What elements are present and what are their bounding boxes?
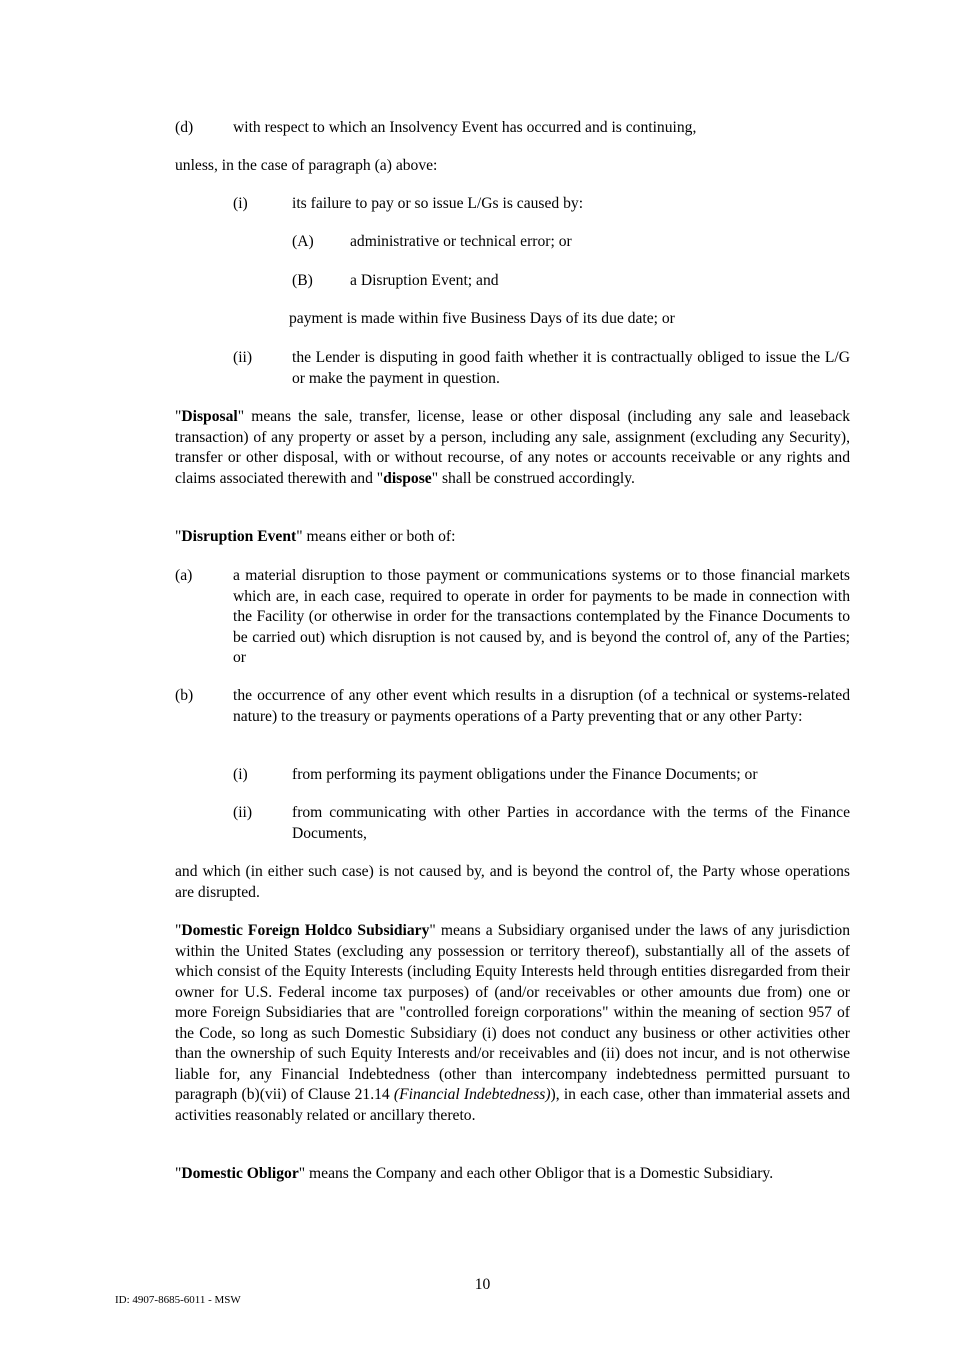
quote-mark: " bbox=[175, 528, 182, 545]
list-label: (a) bbox=[175, 567, 193, 584]
list-text: a Disruption Event; and bbox=[350, 272, 499, 289]
defined-term: Disruption Event bbox=[181, 528, 297, 545]
definition-disruption-event bbox=[175, 527, 850, 548]
list-text: the occurrence of any other event which results in a disruption (of a technical or systems-related nature) to the treasury or payments operations of a Party preventing that or any other Party: bbox=[233, 687, 850, 725]
definition-text: " shall be construed accordingly. bbox=[431, 469, 635, 487]
paragraph-closing: and which (in either such case) is not caused by, and is beyond the control of, the Party whose operations are disrupted. bbox=[175, 863, 850, 901]
list-label: (i) bbox=[233, 766, 248, 783]
list-label: (B) bbox=[292, 272, 313, 289]
quote-mark: " bbox=[175, 922, 182, 939]
clause-reference: (Financial Indebtedness) bbox=[393, 1086, 551, 1103]
list-label: (ii) bbox=[233, 349, 253, 366]
list-text: the Lender is disputing in good faith whether it is contractually obliged to issue the L/G or make the payment in question. bbox=[292, 349, 850, 387]
list-text: from performing its payment obligations under the Finance Documents; or bbox=[292, 766, 758, 783]
definition-domestic-obligor bbox=[175, 1164, 850, 1185]
list-label: (A) bbox=[292, 233, 314, 250]
quote-mark: " bbox=[175, 1165, 182, 1182]
definition-text: ), in each case, other than immaterial assets and activities reasonably related or ancillary thereto. bbox=[175, 1086, 851, 1124]
defined-term: dispose bbox=[383, 469, 432, 487]
definition-text: " means a Subsidiary organised under the laws of any jurisdiction within the United States (excluding any possession or territory thereof), substantially all of the assets of which consist of the Equity Interests (including Equity Interests held through entities disregarded from their owner for U.S. Federal income tax purposes) of (and/or receivables or other amounts due from) one or more Foreign Subsidiaries that are "controlled foreign corporations" within the meaning of section 957 of the Code, so long as such Domestic Subsidiary (i) does not conduct any business or other activities other than the ownership of such Equity Interests and/or receivables and (ii) does not incur, and is not otherwise liable for, any Financial Indebtedness (other than intercompany indebtedness permitted pursuant to paragraph (b)(vii) of Clause 21.14 bbox=[175, 922, 850, 1103]
list-text: its failure to pay or so issue L/Gs is caused by: bbox=[292, 195, 584, 212]
defined-term: Domestic Obligor bbox=[181, 1165, 299, 1182]
defined-term: Domestic Foreign Holdco Subsidiary bbox=[181, 922, 430, 939]
list-label: (b) bbox=[175, 687, 194, 704]
paragraph-payment: payment is made within five Business Days of its due date; or bbox=[289, 310, 675, 327]
list-text: a material disruption to those payment or communications systems or to those financial markets which are, in each case, required to operate in order for payments to be made in connection with the Facility (or otherwise in order for the transactions contemplated by the Finance Documents to be carried out) which disruption is not caused by, and is beyond the control of, any of the Parties; or bbox=[233, 567, 850, 666]
paragraph-unless: unless, in the case of paragraph (a) above: bbox=[175, 157, 438, 174]
definition-disposal bbox=[175, 407, 850, 489]
document-id: ID: 4907-8685-6011 - MSW bbox=[115, 1294, 241, 1306]
list-label: (i) bbox=[233, 195, 248, 212]
list-text: from communicating with other Parties in accordance with the terms of the Finance Documents, bbox=[292, 804, 850, 842]
definition-text: " means the Company and each other Obligor that is a Domestic Subsidiary. bbox=[298, 1165, 774, 1182]
definition-text: " means the sale, transfer, license, lease or other disposal (including any sale and leaseback transaction) of any property or asset by a person, including any sale, assignment (excluding any Security), transfer or other disposal, with or without recourse, of any notes or accounts receivable or any rights and claims associated therewith and " bbox=[175, 408, 850, 487]
defined-term: Disposal bbox=[181, 408, 238, 425]
definition-text: " means either or both of: bbox=[296, 528, 456, 545]
list-text: with respect to which an Insolvency Event has occurred and is continuing, bbox=[233, 119, 697, 136]
page-number: 10 bbox=[474, 1276, 491, 1293]
list-label: (ii) bbox=[233, 804, 253, 821]
quote-mark: " bbox=[175, 408, 182, 425]
list-text: administrative or technical error; or bbox=[350, 233, 572, 250]
definition-domestic-foreign-holdco bbox=[175, 921, 850, 1126]
list-label: (d) bbox=[175, 119, 194, 136]
